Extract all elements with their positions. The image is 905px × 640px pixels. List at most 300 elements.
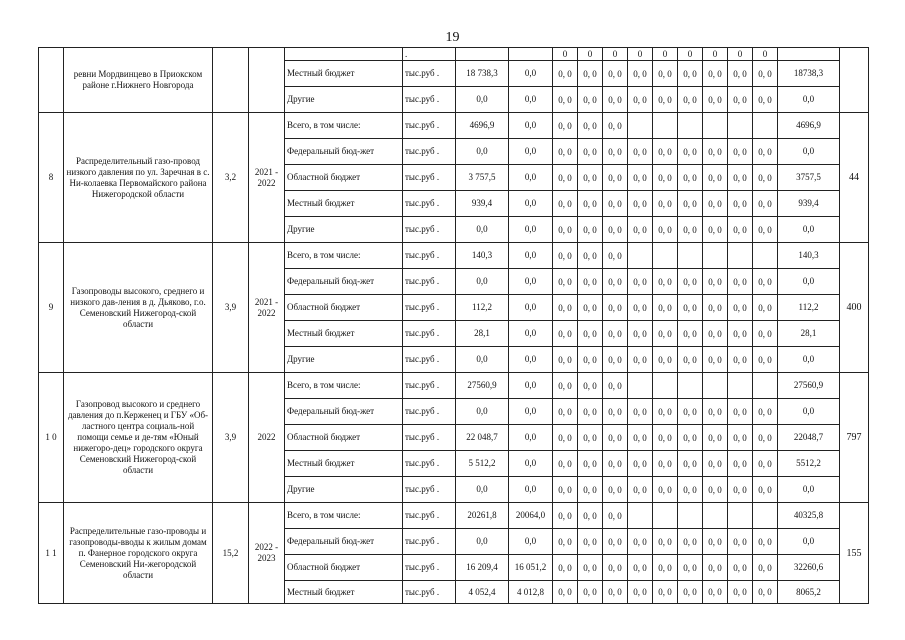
yearly-value-cell: 0, 0	[578, 321, 603, 347]
yearly-value-cell: 0, 0	[553, 399, 578, 425]
yearly-value-cell: 0, 0	[628, 555, 653, 581]
yearly-value-cell: 0, 0	[678, 295, 703, 321]
yearly-value-cell: 0, 0	[753, 61, 778, 87]
yearly-value-cell: 0, 0	[603, 165, 628, 191]
row-total-cell: 0,0	[778, 217, 840, 243]
yearly-value-cell: 0, 0	[728, 139, 753, 165]
yearly-value-cell: 0, 0	[678, 191, 703, 217]
object-name-cell: Распределительный газо-провод низкого давления по ул. Заречная в с. Ни-колаевка Первомайского района Нижегородской области	[64, 113, 213, 243]
yearly-value-cell: 0, 0	[628, 347, 653, 373]
length-cell: 3,9	[213, 373, 249, 503]
yearly-value-cell: 0, 0	[603, 425, 628, 451]
yearly-value-cell: 0, 0	[678, 399, 703, 425]
value-year2-cell: 0,0	[509, 113, 553, 139]
yearly-value-cell: 0, 0	[578, 477, 603, 503]
yearly-value-cell: 0, 0	[728, 347, 753, 373]
value-year2-cell: 20064,0	[509, 503, 553, 529]
yearly-value-cell: 0, 0	[728, 399, 753, 425]
yearly-value-cell: 0, 0	[578, 581, 603, 604]
yearly-value-cell: 0, 0	[603, 477, 628, 503]
unit-cell: тыс.руб .	[403, 555, 456, 581]
object-name-cell: Газопроводы высокого, среднего и низкого дав-ления в д. Дьяково, г.о. Семеновский Нижегород-ской области	[64, 243, 213, 373]
yearly-value-cell: 0, 0	[678, 529, 703, 555]
yearly-value-cell: 0, 0	[578, 555, 603, 581]
yearly-value-cell: 0	[678, 48, 703, 61]
yearly-value-cell: 0, 0	[603, 61, 628, 87]
yearly-value-cell: 0, 0	[703, 295, 728, 321]
yearly-value-cell: 0	[653, 48, 678, 61]
yearly-value-cell: 0, 0	[553, 269, 578, 295]
value-year2-cell: 0,0	[509, 243, 553, 269]
yearly-value-cell: 0, 0	[553, 425, 578, 451]
yearly-value-cell: 0, 0	[603, 399, 628, 425]
yearly-value-cell: 0, 0	[603, 191, 628, 217]
value-year2-cell: 0,0	[509, 529, 553, 555]
yearly-value-cell	[653, 503, 678, 529]
yearly-value-cell: 0, 0	[753, 477, 778, 503]
row-total-cell: 140,3	[778, 243, 840, 269]
yearly-value-cell: 0, 0	[653, 191, 678, 217]
yearly-value-cell	[628, 503, 653, 529]
yearly-value-cell: 0, 0	[628, 61, 653, 87]
funding-source-cell: Всего, в том числе:	[285, 113, 403, 139]
yearly-value-cell: 0, 0	[628, 451, 653, 477]
row-total-cell: 0,0	[778, 87, 840, 113]
value-year1-cell: 4 052,4	[456, 581, 509, 604]
yearly-value-cell	[728, 373, 753, 399]
yearly-value-cell: 0, 0	[553, 295, 578, 321]
table-body	[39, 48, 869, 604]
length-cell: 15,2	[213, 503, 249, 604]
value-year1-cell	[456, 48, 509, 61]
yearly-value-cell: 0, 0	[678, 165, 703, 191]
row-total-cell: 18738,3	[778, 61, 840, 87]
yearly-value-cell: 0, 0	[553, 581, 578, 604]
object-name-cell: Распределительные газо-проводы и газопроводы-вводы к жилым домам п. Фанерное городского округа Семеновский Ни-жегородской области	[64, 503, 213, 604]
value-year2-cell	[509, 48, 553, 61]
yearly-value-cell: 0, 0	[703, 139, 728, 165]
yearly-value-cell: 0, 0	[728, 87, 753, 113]
funding-source-cell: Другие	[285, 347, 403, 373]
value-year1-cell: 0,0	[456, 269, 509, 295]
item-number-cell: 8	[39, 113, 64, 243]
yearly-value-cell	[753, 113, 778, 139]
yearly-value-cell: 0, 0	[678, 87, 703, 113]
value-year2-cell: 0,0	[509, 61, 553, 87]
yearly-value-cell: 0, 0	[628, 269, 653, 295]
yearly-value-cell: 0	[703, 48, 728, 61]
funding-source-cell: Областной бюджет	[285, 425, 403, 451]
yearly-value-cell: 0, 0	[703, 217, 728, 243]
length-cell	[213, 48, 249, 113]
item-number-cell: 9	[39, 243, 64, 373]
yearly-value-cell: 0	[553, 48, 578, 61]
yearly-value-cell	[703, 243, 728, 269]
yearly-value-cell: 0, 0	[703, 529, 728, 555]
yearly-value-cell: 0, 0	[653, 139, 678, 165]
yearly-value-cell: 0, 0	[678, 347, 703, 373]
funding-source-cell: Другие	[285, 217, 403, 243]
yearly-value-cell	[753, 373, 778, 399]
value-year2-cell: 0,0	[509, 477, 553, 503]
funding-source-cell: Местный бюджет	[285, 451, 403, 477]
yearly-value-cell: 0, 0	[653, 321, 678, 347]
yearly-value-cell: 0, 0	[703, 191, 728, 217]
yearly-value-cell	[703, 113, 728, 139]
yearly-value-cell: 0, 0	[728, 61, 753, 87]
row-total-cell: 0,0	[778, 139, 840, 165]
funding-source-cell: Федеральный бюд-жет	[285, 399, 403, 425]
value-year1-cell: 112,2	[456, 295, 509, 321]
yearly-value-cell: 0, 0	[678, 477, 703, 503]
yearly-value-cell: 0, 0	[603, 295, 628, 321]
yearly-value-cell	[653, 243, 678, 269]
yearly-value-cell: 0, 0	[653, 477, 678, 503]
yearly-value-cell: 0, 0	[653, 451, 678, 477]
yearly-value-cell: 0, 0	[603, 503, 628, 529]
yearly-value-cell: 0, 0	[553, 477, 578, 503]
yearly-value-cell: 0, 0	[728, 451, 753, 477]
yearly-value-cell: 0, 0	[578, 243, 603, 269]
yearly-value-cell: 0, 0	[753, 191, 778, 217]
yearly-value-cell	[628, 373, 653, 399]
row-total-cell: 0,0	[778, 347, 840, 373]
yearly-value-cell: 0, 0	[553, 139, 578, 165]
yearly-value-cell: 0, 0	[703, 347, 728, 373]
yearly-value-cell: 0, 0	[728, 529, 753, 555]
yearly-value-cell: 0, 0	[578, 217, 603, 243]
yearly-value-cell	[678, 113, 703, 139]
yearly-value-cell: 0	[628, 48, 653, 61]
funding-source-cell: Местный бюджет	[285, 581, 403, 604]
yearly-value-cell: 0, 0	[703, 477, 728, 503]
table-row	[39, 503, 869, 529]
value-year2-cell: 0,0	[509, 347, 553, 373]
value-year2-cell: 0,0	[509, 165, 553, 191]
yearly-value-cell: 0, 0	[603, 113, 628, 139]
unit-cell: тыс.руб .	[403, 347, 456, 373]
funding-source-cell: Местный бюджет	[285, 191, 403, 217]
yearly-value-cell: 0, 0	[628, 295, 653, 321]
unit-cell: тыс.руб .	[403, 191, 456, 217]
yearly-value-cell: 0, 0	[553, 555, 578, 581]
yearly-value-cell: 0, 0	[628, 529, 653, 555]
yearly-value-cell: 0, 0	[653, 425, 678, 451]
yearly-value-cell: 0, 0	[753, 295, 778, 321]
yearly-value-cell: 0, 0	[553, 451, 578, 477]
yearly-value-cell: 0, 0	[753, 217, 778, 243]
row-total-cell: 3757,5	[778, 165, 840, 191]
yearly-value-cell	[753, 243, 778, 269]
block-total-cell: 44	[840, 113, 869, 243]
funding-source-cell	[285, 48, 403, 61]
yearly-value-cell	[753, 503, 778, 529]
yearly-value-cell: 0, 0	[728, 191, 753, 217]
item-number-cell: 1 0	[39, 373, 64, 503]
yearly-value-cell: 0, 0	[653, 295, 678, 321]
yearly-value-cell: 0, 0	[753, 451, 778, 477]
yearly-value-cell: 0, 0	[603, 555, 628, 581]
row-total-cell: 0,0	[778, 269, 840, 295]
value-year1-cell: 3 757,5	[456, 165, 509, 191]
value-year1-cell: 20261,8	[456, 503, 509, 529]
item-number-cell	[39, 48, 64, 113]
table-row	[39, 243, 869, 269]
row-total-cell: 4696,9	[778, 113, 840, 139]
yearly-value-cell: 0, 0	[628, 581, 653, 604]
yearly-value-cell: 0, 0	[678, 61, 703, 87]
table-row	[39, 373, 869, 399]
yearly-value-cell: 0, 0	[728, 321, 753, 347]
value-year2-cell: 0,0	[509, 87, 553, 113]
unit-cell: тыс.руб .	[403, 295, 456, 321]
budget-table	[38, 47, 869, 604]
value-year2-cell: 16 051,2	[509, 555, 553, 581]
unit-cell: тыс.руб .	[403, 581, 456, 604]
yearly-value-cell: 0, 0	[728, 477, 753, 503]
yearly-value-cell: 0, 0	[628, 399, 653, 425]
yearly-value-cell	[653, 113, 678, 139]
value-year1-cell: 27560,9	[456, 373, 509, 399]
yearly-value-cell: 0, 0	[603, 139, 628, 165]
yearly-value-cell: 0, 0	[703, 581, 728, 604]
row-total-cell: 27560,9	[778, 373, 840, 399]
yearly-value-cell: 0, 0	[578, 425, 603, 451]
yearly-value-cell: 0, 0	[578, 399, 603, 425]
yearly-value-cell: 0, 0	[753, 269, 778, 295]
yearly-value-cell: 0, 0	[653, 217, 678, 243]
object-name-cell: ревни Мордвинцево в Приокском районе г.Нижнего Новгорода	[64, 48, 213, 113]
yearly-value-cell: 0, 0	[578, 451, 603, 477]
yearly-value-cell: 0, 0	[578, 165, 603, 191]
table-row	[39, 113, 869, 139]
row-total-cell: 0,0	[778, 529, 840, 555]
yearly-value-cell: 0	[753, 48, 778, 61]
yearly-value-cell: 0, 0	[628, 139, 653, 165]
yearly-value-cell: 0, 0	[753, 425, 778, 451]
yearly-value-cell	[628, 113, 653, 139]
yearly-value-cell: 0, 0	[578, 191, 603, 217]
yearly-value-cell: 0, 0	[603, 373, 628, 399]
unit-cell: тыс.руб .	[403, 165, 456, 191]
unit-cell: тыс.руб .	[403, 451, 456, 477]
yearly-value-cell	[653, 373, 678, 399]
row-total-cell: 5512,2	[778, 451, 840, 477]
yearly-value-cell: 0, 0	[728, 295, 753, 321]
yearly-value-cell: 0, 0	[728, 165, 753, 191]
block-total-cell: 400	[840, 243, 869, 373]
unit-cell: тыс.руб .	[403, 321, 456, 347]
yearly-value-cell: 0, 0	[603, 87, 628, 113]
value-year2-cell: 0,0	[509, 295, 553, 321]
yearly-value-cell: 0, 0	[678, 217, 703, 243]
yearly-value-cell: 0, 0	[703, 399, 728, 425]
yearly-value-cell: 0, 0	[578, 295, 603, 321]
yearly-value-cell: 0, 0	[553, 191, 578, 217]
row-total-cell: 0,0	[778, 399, 840, 425]
yearly-value-cell: 0, 0	[628, 165, 653, 191]
unit-cell: тыс.руб .	[403, 529, 456, 555]
yearly-value-cell: 0, 0	[553, 87, 578, 113]
yearly-value-cell: 0, 0	[753, 399, 778, 425]
yearly-value-cell: 0, 0	[578, 87, 603, 113]
yearly-value-cell: 0, 0	[578, 139, 603, 165]
yearly-value-cell: 0	[728, 48, 753, 61]
yearly-value-cell: 0, 0	[653, 399, 678, 425]
yearly-value-cell: 0, 0	[728, 269, 753, 295]
yearly-value-cell: 0, 0	[703, 165, 728, 191]
value-year1-cell: 5 512,2	[456, 451, 509, 477]
yearly-value-cell: 0, 0	[603, 451, 628, 477]
block-total-cell: 155	[840, 503, 869, 604]
funding-source-cell: Областной бюджет	[285, 295, 403, 321]
yearly-value-cell: 0, 0	[678, 555, 703, 581]
yearly-value-cell: 0, 0	[678, 321, 703, 347]
row-total-cell: 22048,7	[778, 425, 840, 451]
value-year2-cell: 0,0	[509, 425, 553, 451]
row-total-cell: 939,4	[778, 191, 840, 217]
yearly-value-cell: 0, 0	[628, 87, 653, 113]
yearly-value-cell: 0, 0	[553, 243, 578, 269]
value-year2-cell: 0,0	[509, 451, 553, 477]
unit-cell: тыс.руб .	[403, 61, 456, 87]
value-year1-cell: 18 738,3	[456, 61, 509, 87]
yearly-value-cell: 0, 0	[678, 425, 703, 451]
yearly-value-cell: 0, 0	[753, 321, 778, 347]
yearly-value-cell: 0, 0	[753, 581, 778, 604]
value-year2-cell: 0,0	[509, 373, 553, 399]
yearly-value-cell: 0, 0	[678, 451, 703, 477]
object-name-cell: Газопровод высокого и среднего давления до п.Керженец и ГБУ «Об-ластного центра социаль-ной помощи семье и де-тям «Юный нижегоро-дец» городского округа Семеновский Нижегород-ской области	[64, 373, 213, 503]
row-total-cell	[778, 48, 840, 61]
value-year1-cell: 0,0	[456, 139, 509, 165]
value-year1-cell: 28,1	[456, 321, 509, 347]
yearly-value-cell: 0, 0	[678, 269, 703, 295]
yearly-value-cell: 0	[603, 48, 628, 61]
years-cell: 2021 - 2022	[249, 113, 285, 243]
funding-source-cell: Другие	[285, 87, 403, 113]
value-year1-cell: 0,0	[456, 399, 509, 425]
yearly-value-cell: 0, 0	[553, 321, 578, 347]
unit-cell: .	[403, 48, 456, 61]
yearly-value-cell: 0, 0	[603, 217, 628, 243]
yearly-value-cell	[728, 113, 753, 139]
yearly-value-cell: 0, 0	[553, 347, 578, 373]
yearly-value-cell: 0, 0	[653, 165, 678, 191]
yearly-value-cell: 0, 0	[728, 555, 753, 581]
value-year2-cell: 0,0	[509, 217, 553, 243]
yearly-value-cell: 0, 0	[553, 165, 578, 191]
unit-cell: тыс.руб .	[403, 503, 456, 529]
yearly-value-cell: 0, 0	[678, 581, 703, 604]
value-year2-cell: 4 012,8	[509, 581, 553, 604]
yearly-value-cell: 0, 0	[553, 373, 578, 399]
yearly-value-cell: 0, 0	[578, 503, 603, 529]
yearly-value-cell: 0, 0	[753, 139, 778, 165]
value-year1-cell: 0,0	[456, 217, 509, 243]
yearly-value-cell: 0, 0	[703, 451, 728, 477]
yearly-value-cell: 0, 0	[553, 503, 578, 529]
block-total-cell: 797	[840, 373, 869, 503]
yearly-value-cell: 0, 0	[578, 269, 603, 295]
unit-cell: тыс.руб .	[403, 243, 456, 269]
yearly-value-cell: 0, 0	[603, 321, 628, 347]
yearly-value-cell: 0, 0	[678, 139, 703, 165]
funding-source-cell: Всего, в том числе:	[285, 243, 403, 269]
yearly-value-cell: 0, 0	[553, 217, 578, 243]
value-year2-cell: 0,0	[509, 269, 553, 295]
value-year1-cell: 939,4	[456, 191, 509, 217]
yearly-value-cell: 0, 0	[628, 191, 653, 217]
yearly-value-cell: 0, 0	[603, 347, 628, 373]
yearly-value-cell: 0, 0	[703, 555, 728, 581]
funding-source-cell: Федеральный бюд-жет	[285, 139, 403, 165]
yearly-value-cell: 0, 0	[553, 529, 578, 555]
yearly-value-cell: 0, 0	[653, 269, 678, 295]
length-cell: 3,2	[213, 113, 249, 243]
yearly-value-cell: 0, 0	[578, 61, 603, 87]
unit-cell: тыс.руб .	[403, 139, 456, 165]
unit-cell: тыс.руб .	[403, 425, 456, 451]
yearly-value-cell: 0, 0	[753, 555, 778, 581]
yearly-value-cell: 0, 0	[578, 347, 603, 373]
yearly-value-cell: 0, 0	[703, 87, 728, 113]
yearly-value-cell: 0, 0	[578, 529, 603, 555]
value-year1-cell: 0,0	[456, 347, 509, 373]
yearly-value-cell	[703, 503, 728, 529]
years-cell: 2022 - 2023	[249, 503, 285, 604]
item-number-cell: 1 1	[39, 503, 64, 604]
years-cell: 2021 - 2022	[249, 243, 285, 373]
unit-cell: тыс.руб .	[403, 373, 456, 399]
funding-source-cell: Всего, в том числе:	[285, 503, 403, 529]
yearly-value-cell: 0, 0	[703, 321, 728, 347]
yearly-value-cell: 0, 0	[603, 243, 628, 269]
length-cell: 3,9	[213, 243, 249, 373]
yearly-value-cell: 0, 0	[753, 87, 778, 113]
yearly-value-cell: 0	[578, 48, 603, 61]
yearly-value-cell: 0, 0	[728, 217, 753, 243]
row-total-cell: 32260,6	[778, 555, 840, 581]
value-year2-cell: 0,0	[509, 321, 553, 347]
years-cell: 2022	[249, 373, 285, 503]
yearly-value-cell	[678, 373, 703, 399]
value-year1-cell: 140,3	[456, 243, 509, 269]
funding-source-cell: Местный бюджет	[285, 61, 403, 87]
yearly-value-cell: 0, 0	[753, 347, 778, 373]
yearly-value-cell: 0, 0	[653, 581, 678, 604]
yearly-value-cell	[628, 243, 653, 269]
yearly-value-cell: 0, 0	[728, 581, 753, 604]
funding-source-cell: Федеральный бюд-жет	[285, 529, 403, 555]
unit-cell: тыс.руб .	[403, 217, 456, 243]
value-year2-cell: 0,0	[509, 191, 553, 217]
yearly-value-cell: 0, 0	[578, 373, 603, 399]
table-row	[39, 48, 869, 61]
value-year1-cell: 22 048,7	[456, 425, 509, 451]
yearly-value-cell: 0, 0	[703, 425, 728, 451]
value-year2-cell: 0,0	[509, 139, 553, 165]
unit-cell: тыс.руб .	[403, 269, 456, 295]
unit-cell: тыс.руб .	[403, 399, 456, 425]
yearly-value-cell: 0, 0	[653, 529, 678, 555]
funding-source-cell: Федеральный бюд-жет	[285, 269, 403, 295]
yearly-value-cell: 0, 0	[628, 321, 653, 347]
unit-cell: тыс.руб .	[403, 477, 456, 503]
value-year1-cell: 0,0	[456, 477, 509, 503]
yearly-value-cell	[703, 373, 728, 399]
value-year1-cell: 0,0	[456, 87, 509, 113]
